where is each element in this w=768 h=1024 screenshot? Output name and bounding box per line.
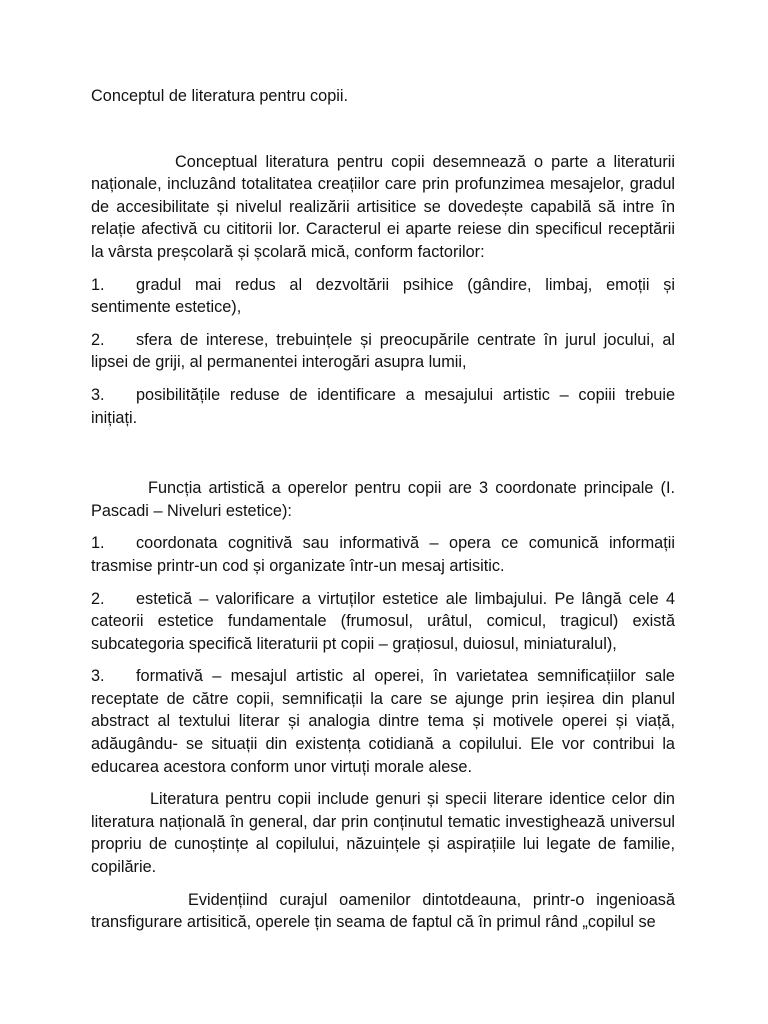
list-item-text: formativă – mesajul artistic al operei, în varietatea semnificațiilor sale receptate de către copii, semnificații la care se ajunge prin ieșirea din planul abstract al textului literar și analogia dintre tema și motivele operei și viață, adăugându- se situații din existența cotidiană a copilului. Ele vor contribui la educarea acestora conform unor virtuți morale alese. [91, 667, 675, 776]
list-number: 3. [91, 385, 105, 404]
factor-list-item [91, 274, 675, 319]
list-item-text: sfera de interese, trebuințele și preocupările centrate în jurul jocului, al lipsei de griji, al permanentei interogări asupra lumii, [91, 330, 675, 372]
coordinate-list-item [91, 588, 675, 656]
list-number: 1. [91, 534, 105, 553]
list-item-text: posibilitățile reduse de identificare a mesajului artistic – copiii trebuie inițiați. [91, 385, 675, 427]
list-number: 1. [91, 275, 105, 294]
genres-paragraph: Literatura pentru copii include genuri și specii literare identice celor din literatura națională în general, dar prin conținutul tematic investighează universul propriu de cunoștințe al copilului, năzuințele și aspirațiile lui legate de familie, copilărie. [91, 790, 675, 877]
function-intro-paragraph: Funcția artistică a operelor pentru copii are 3 coordonate principale (I. Pascadi – Niveluri estetice): [91, 479, 675, 520]
intro-paragraph: Conceptual literatura pentru copii desemnează o parte a literaturii naționale, incluzând totalitatea creațiilor care prin profunzimea mesajelor, gradul de accesibilitate și nivelul realizării artisitice se dovedește capabilă să intre în relație afectivă cu cititorii lor. Caracterul ei aparte reiese din specificul receptării la vârsta preșcolară și școlară mică, conform factorilor: [91, 152, 675, 261]
document-title: Conceptul de literatura pentru copii. [91, 87, 349, 105]
list-number: 2. [91, 589, 105, 608]
final-paragraph: Evidențiind curajul oamenilor dintotdeauna, printr-o ingenioasă transfigurare artisitică, operele țin seama de faptul că în primul rând „copilul se [91, 890, 675, 932]
list-number: 2. [91, 330, 105, 349]
list-item-text: estetică – valorificare a virtuților estetice ale limbajului. Pe lângă cele 4 cateorii estetice fundamentale (frumosul, urâtul, comicul, tragicul) există subcategoria specifică literaturii pt copii – grațiosul, duiosul, miniaturalul), [91, 589, 675, 653]
factor-list-item [91, 329, 675, 374]
list-item-text: coordonata cognitivă sau informativă – opera ce comunică informații trasmise printr-un cod și organizate într-un mesaj artisitic. [91, 534, 675, 575]
document-body [91, 84, 675, 934]
coordinate-list-item [91, 665, 675, 778]
list-item-text: gradul mai redus al dezvoltării psihice (gândire, limbaj, emoții și sentimente estetice), [91, 275, 675, 317]
factor-list-item [91, 384, 675, 429]
coordinate-list-item [91, 532, 675, 577]
list-number: 3. [91, 667, 105, 686]
